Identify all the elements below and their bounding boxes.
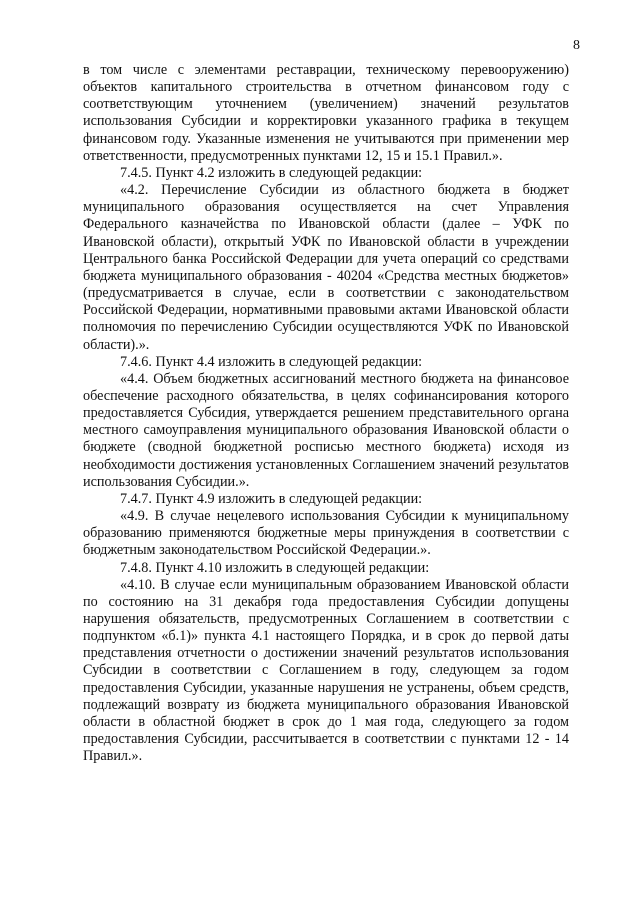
paragraph-4-10-text: «4.10. В случае если муниципальным образованием Ивановской области по состоянию на 31 декабря года предоставления Субсидии допущены нарушения обязательств, предусмотренных Соглашением в соответствии с подпунктом «б.1)» пункта 4.1 настоящего Порядка, и в срок до первой даты представления отчетности о достижении значений результатов использования Субсидии в соответствии с Соглашением в году, следующем за годом предоставления Субсидии, указанные нарушения не устранены, объем средств, подлежащий возврату из бюджета муниципального образования Ивановской области в областной бюджет в срок до 1 мая года, следующего за годом предоставления Субсидии, рассчитывается в соответствии с пунктами 12 - 14 Правил.». <box>83 576 569 765</box>
paragraph-7-4-6-heading: 7.4.6. Пункт 4.4 изложить в следующей редакции: <box>120 353 423 370</box>
page-number: 8 <box>573 38 580 53</box>
paragraph-7-4-8-heading: 7.4.8. Пункт 4.10 изложить в следующей редакции: <box>120 559 430 576</box>
document-body <box>83 62 569 765</box>
paragraph-7-4-7-heading: 7.4.7. Пункт 4.9 изложить в следующей редакции: <box>120 490 423 507</box>
paragraph-4-4-text: «4.4. Объем бюджетных ассигнований местного бюджета на финансовое обеспечение расходного обязательства, в целях софинансирования которого предоставляется Субсидия, утверждается решением представительного органа местного самоуправления муниципального образования Ивановской области о бюджете (сводной бюджетной росписью местного бюджета) исходя из необходимости достижения установленных Соглашением значений результатов использования Субсидии.». <box>83 370 569 490</box>
paragraph-4-9-text: «4.9. В случае нецелевого использования Субсидии к муниципальному образованию применяются бюджетные меры принуждения в соответствии с бюджетным законодательством Российской Федерации.». <box>83 508 569 559</box>
paragraph-4-2-text: «4.2. Перечисление Субсидии из областного бюджета в бюджет муниципального образования осуществляется на счет Управления Федерального казначейства по Ивановской области (далее – УФК по Ивановской области), открытый УФК по Ивановской области в учреждении Центрального банка Российской Федерации для учета операций со средствами бюджета муниципального образования - 40204 «Средства местных бюджетов» (предусматривается в случае, если в соответствии с законодательством Российской Федерации, нормативными правовыми актами Ивановской области полномочия по перечислению Субсидии осуществляются УФК по Ивановской области).». <box>83 182 569 353</box>
paragraph-continuation: в том числе с элементами реставрации, техническому перевооружению) объектов капитального строительства в отчетном финансовом году с соответствующим уточнением (увеличением) значений результатов использования Субсидии и корректировки указанного графика в текущем финансовом году. Указанные изменения не учитываются при применении мер ответственности, предусмотренных пунктами 12, 15 и 15.1 Правил.». <box>83 62 569 164</box>
paragraph-7-4-5-heading: 7.4.5. Пункт 4.2 изложить в следующей редакции: <box>120 164 423 181</box>
